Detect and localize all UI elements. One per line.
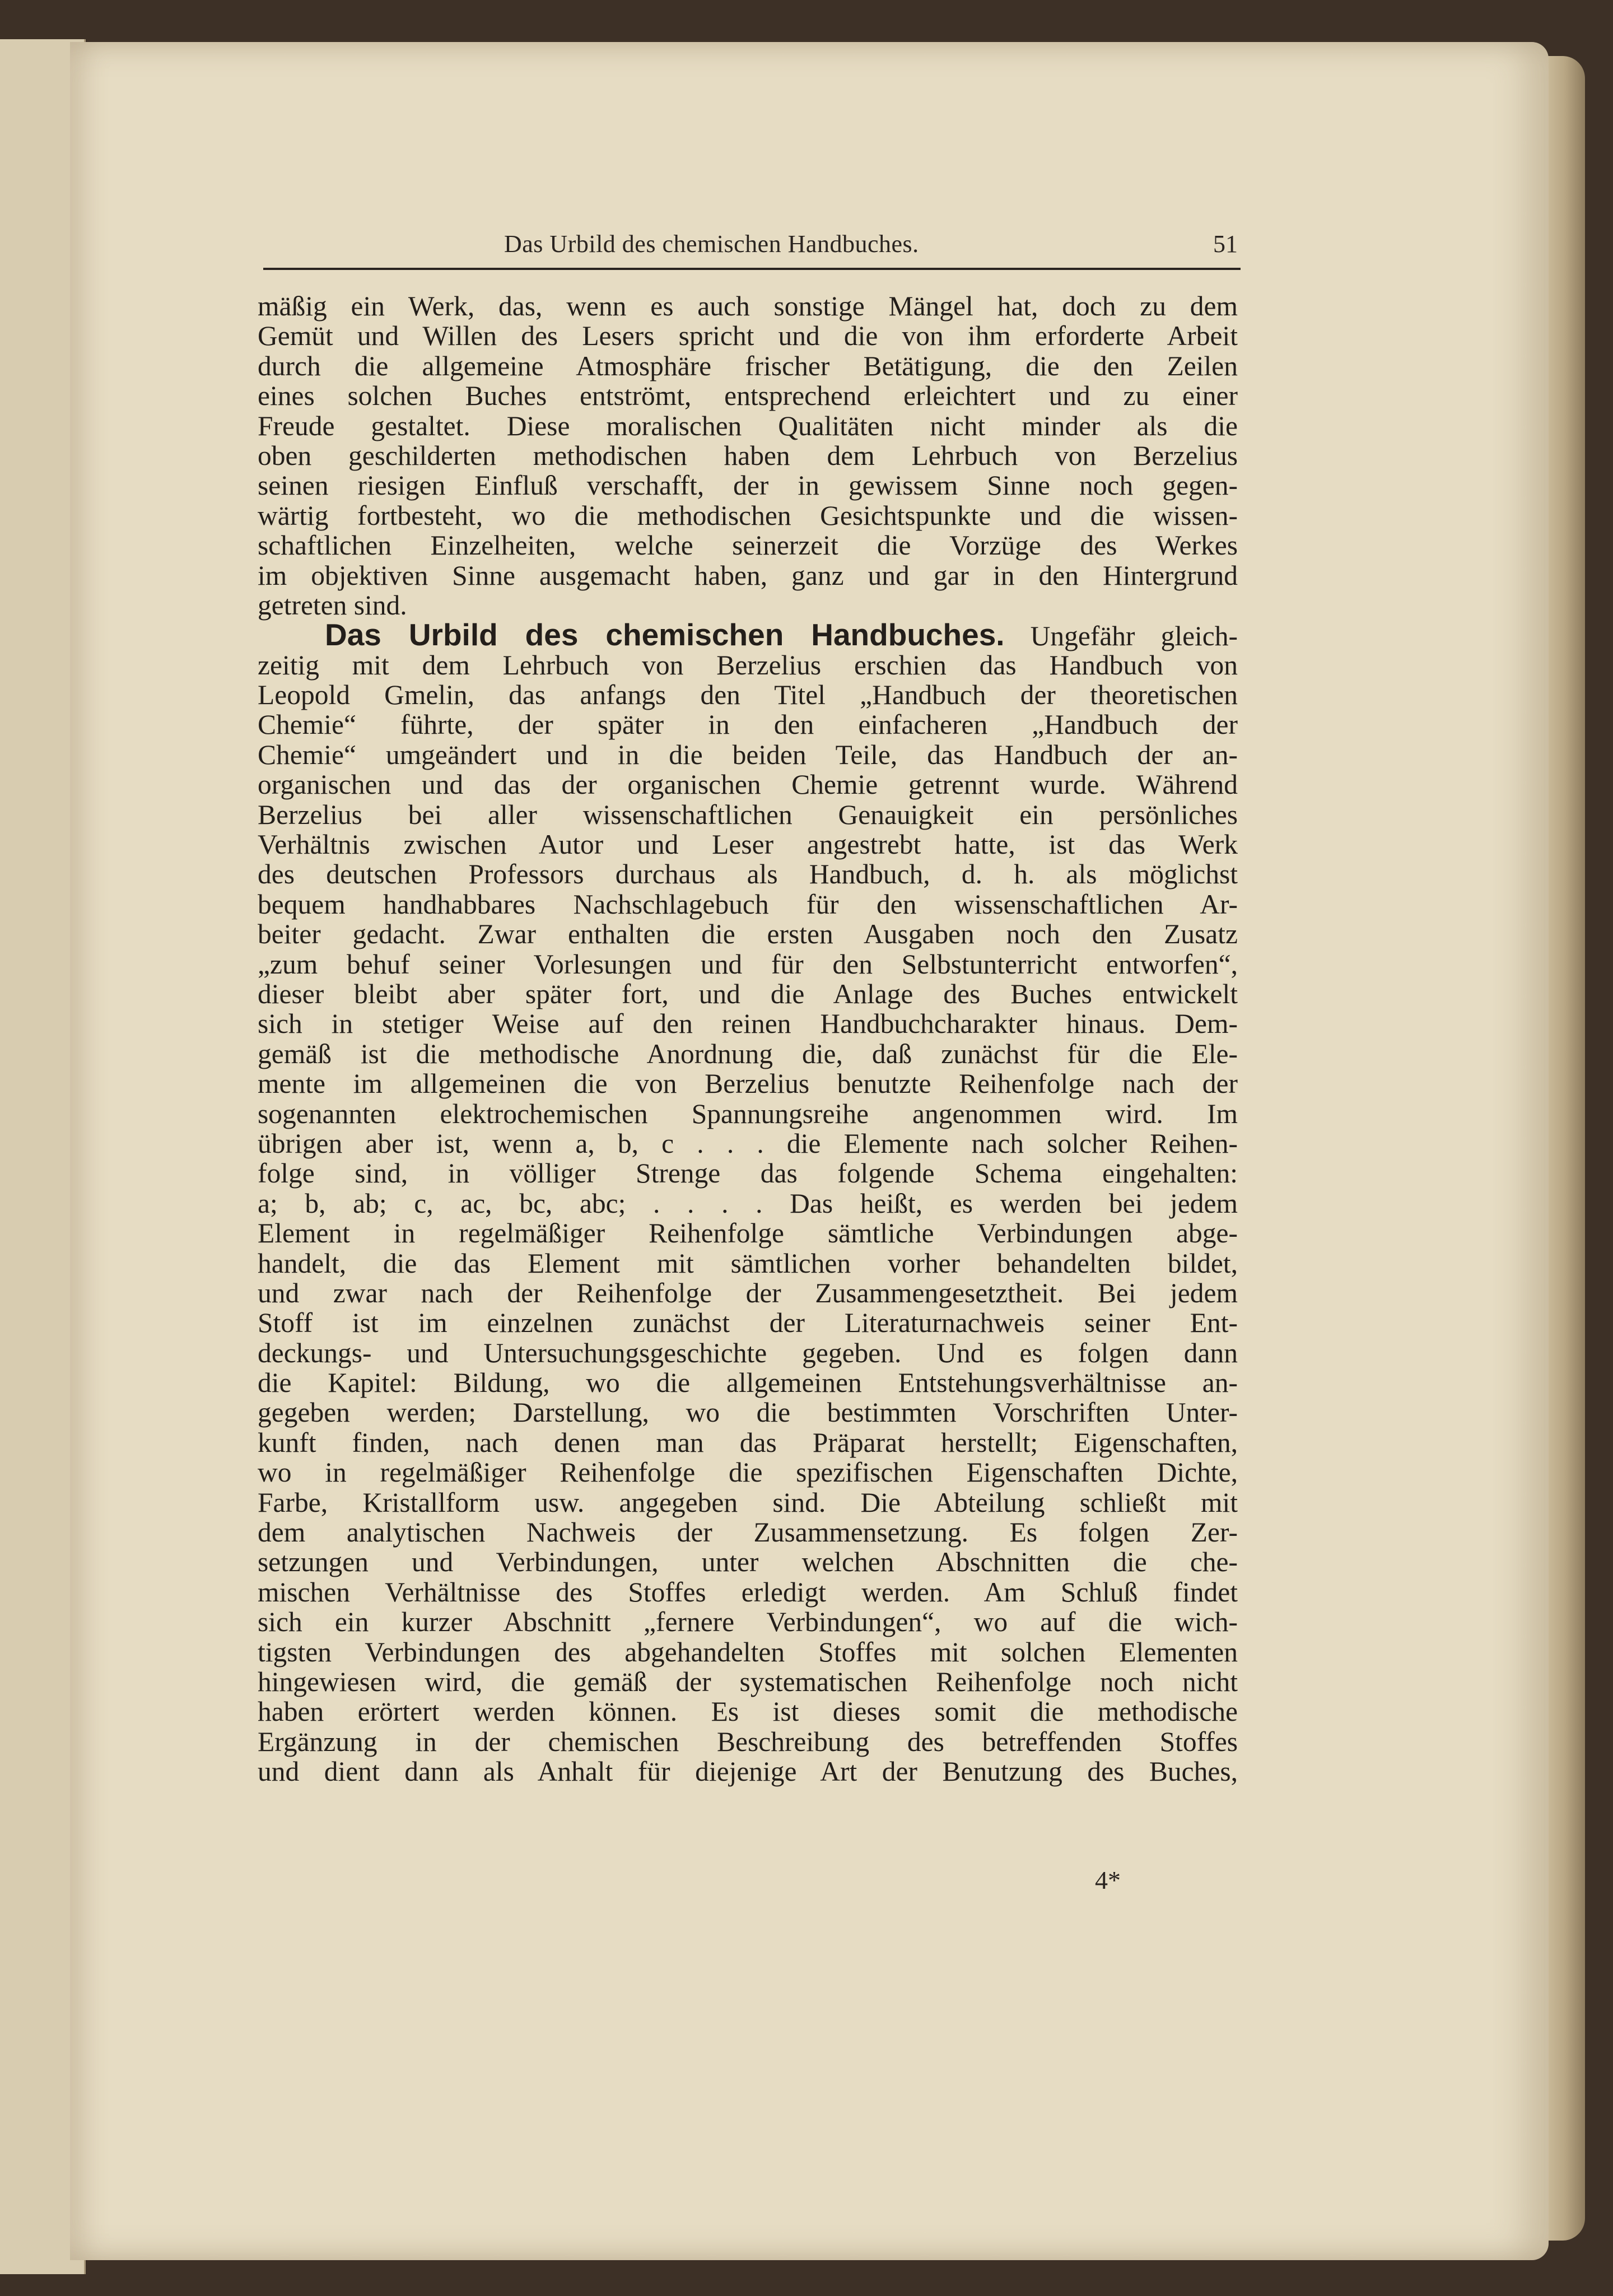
- text-line: organischen und das der organischen Chemie getrennt wurde. Während: [258, 769, 1238, 800]
- text-line: mischen Verhältnisse des Stoffes erledigt werden. Am Schluß findet: [258, 1576, 1238, 1608]
- text-line: Element in regelmäßiger Reihenfolge sämtliche Verbindungen abge-: [258, 1218, 1238, 1249]
- text-line: Gemüt und Willen des Lesers spricht und die von ihm erforderte Arbeit: [258, 320, 1238, 352]
- text-line: seinen riesigen Einfluß verschafft, der in gewissem Sinne noch gegen-: [258, 470, 1238, 501]
- text-line: hingewiesen wird, die gemäß der systematischen Reihenfolge noch nicht: [258, 1666, 1238, 1697]
- text-line: oben geschilderten methodischen haben dem Lehrbuch von Berzelius: [258, 440, 1238, 471]
- text-line: schaftlichen Einzelheiten, welche seinerzeit die Vorzüge des Werkes: [258, 530, 1238, 561]
- text-line: kunft finden, nach denen man das Präparat herstellt; Eigenschaften,: [258, 1427, 1238, 1458]
- text-line: Stoff ist im einzelnen zunächst der Literaturnachweis seiner Ent-: [258, 1307, 1238, 1339]
- text-line: durch die allgemeine Atmosphäre frischer Betätigung, die den Zeilen: [258, 350, 1238, 381]
- text-line: tigsten Verbindungen des abgehandelten Stoffes mit solchen Elementen: [258, 1636, 1238, 1668]
- text-line: übrigen aber ist, wenn a, b, c . . . die Elemente nach solcher Reihen-: [258, 1128, 1238, 1159]
- text-line: sich ein kurzer Abschnitt „fernere Verbindungen“, wo auf die wich-: [258, 1606, 1238, 1638]
- running-title: Das Urbild des chemischen Handbuches.: [504, 230, 919, 258]
- text-line: und dient dann als Anhalt für diejenige Art der Benutzung des Buches,: [258, 1756, 1238, 1787]
- text-line: „zum behuf seiner Vorlesungen und für den Selbstunterricht entworfen“,: [258, 948, 1238, 980]
- text-line: Freude gestaltet. Diese moralischen Qualitäten nicht minder als die: [258, 410, 1238, 441]
- text-line: a; b, ab; c, ac, bc, abc; . . . . Das heißt, es werden bei jedem: [258, 1187, 1238, 1219]
- running-header: [263, 230, 1238, 269]
- text-line: handelt, die das Element mit sämtlichen vorher behandelten bildet,: [258, 1247, 1238, 1279]
- text-line: im objektiven Sinne ausgemacht haben, ganz und gar in den Hintergrund: [258, 560, 1238, 591]
- text-line: zeitig mit dem Lehrbuch von Berzelius erschien das Handbuch von: [258, 649, 1238, 681]
- text-line: setzungen und Verbindungen, unter welchen Abschnitten die che-: [258, 1547, 1238, 1578]
- text-line: des deutschen Professors durchaus als Handbuch, d. h. als möglichst: [258, 859, 1238, 890]
- header-rule: [263, 268, 1241, 270]
- text-line: Chemie“ führte, der später in den einfacheren „Handbuch der: [258, 709, 1238, 741]
- text-line: sogenannten elektrochemischen Spannungsreihe angenommen wird. Im: [258, 1098, 1238, 1129]
- text-line: gegeben werden; Darstellung, wo die bestimmten Vorschriften Unter-: [258, 1397, 1238, 1428]
- section-heading: Das Urbild des chemischen Handbuches.: [325, 617, 1005, 653]
- text-line: mente im allgemeinen die von Berzelius benutzte Reihenfolge nach der: [258, 1068, 1238, 1100]
- text-line: haben erörtert werden können. Es ist dieses somit die methodische: [258, 1696, 1238, 1727]
- text-line: wärtig fortbesteht, wo die methodischen Gesichtspunkte und die wissen-: [258, 500, 1238, 531]
- text-line: Farbe, Kristallform usw. angegeben sind. Die Abteilung schließt mit: [258, 1487, 1238, 1518]
- section-heading-line: [258, 617, 1238, 653]
- text-line: Verhältnis zwischen Autor und Leser angestrebt hatte, ist das Werk: [258, 829, 1238, 860]
- text-line: eines solchen Buches entströmt, entsprechend erleichtert und zu einer: [258, 380, 1238, 412]
- text-line: Ergänzung in der chemischen Beschreibung des betreffenden Stoffes: [258, 1726, 1238, 1757]
- text-line: bequem handhabbares Nachschlagebuch für den wissenschaftlichen Ar-: [258, 888, 1238, 920]
- text-line: getreten sind.: [258, 589, 407, 621]
- body-text: [258, 291, 1238, 1787]
- text-line: die Kapitel: Bildung, wo die allgemeinen Entstehungsverhältnisse an-: [258, 1367, 1238, 1399]
- text-line: Chemie“ umgeändert und in die beiden Teile, das Handbuch der an-: [258, 739, 1238, 770]
- text-line: folge sind, in völliger Strenge das folgende Schema eingehalten:: [258, 1158, 1238, 1189]
- section-heading-continuation: Ungefähr gleich-: [1030, 621, 1238, 652]
- text-line: gemäß ist die methodische Anordnung die, daß zunächst für die Ele-: [258, 1038, 1238, 1069]
- page-number: 51: [1213, 230, 1238, 258]
- signature-mark: 4*: [1095, 1866, 1121, 1894]
- text-line: sich in stetiger Weise auf den reinen Handbuchcharakter hinaus. Dem-: [258, 1008, 1238, 1040]
- text-line: beiter gedacht. Zwar enthalten die ersten Ausgaben noch den Zusatz: [258, 919, 1238, 950]
- text-line: und zwar nach der Reihenfolge der Zusammengesetztheit. Bei jedem: [258, 1277, 1238, 1308]
- text-line: mäßig ein Werk, das, wenn es auch sonstige Mängel hat, doch zu dem: [258, 291, 1238, 322]
- text-line: Leopold Gmelin, das anfangs den Titel „Handbuch der theoretischen: [258, 679, 1238, 711]
- text-line: Berzelius bei aller wissenschaftlichen Genauigkeit ein persönliches: [258, 799, 1238, 830]
- text-line: wo in regelmäßiger Reihenfolge die spezifischen Eigenschaften Dichte,: [258, 1457, 1238, 1488]
- text-line: deckungs- und Untersuchungsgeschichte gegeben. Und es folgen dann: [258, 1337, 1238, 1368]
- text-line: dem analytischen Nachweis der Zusammensetzung. Es folgen Zer-: [258, 1517, 1238, 1548]
- text-line: dieser bleibt aber später fort, und die Anlage des Buches entwickelt: [258, 978, 1238, 1009]
